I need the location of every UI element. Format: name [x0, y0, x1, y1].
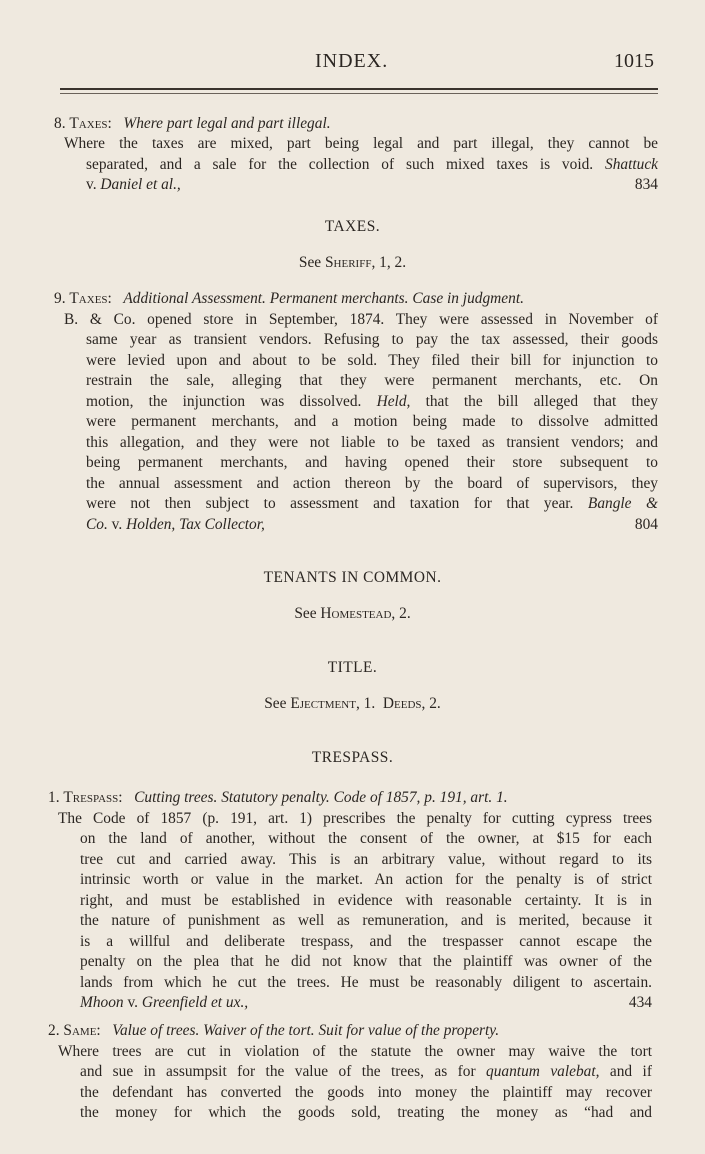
trespass-entry-1-line: intrinsic worth or value in the market. An action for the penalty is of strict — [80, 871, 652, 888]
entry-9-line: were levied upon and about to be sold. They filed their bill for injunction to — [86, 352, 658, 369]
trespass-entry-1-line: is a willful and deliberate trespass, and the trespasser cannot escape the — [80, 933, 652, 950]
section-taxes-heading: TAXES. — [324, 218, 381, 235]
title-cross-reference: See Ejectment, 1. Deeds, 2. — [264, 695, 441, 712]
entry-9-line: motion, the injunction was dissolved. Held, that the bill alleged that they — [86, 393, 658, 410]
entry-9-line: same year as transient vendors. Refusing to pay the tax assessed, their goods — [86, 331, 658, 348]
entry-8-heading: 8. Taxes: Where part legal and part illegal. — [54, 115, 331, 132]
entry-8-page: 834 — [634, 176, 658, 193]
section-tenants-heading: TENANTS IN COMMON. — [263, 569, 442, 586]
trespass-entry-2-line: the money for which the goods sold, treating the money as “had and — [80, 1104, 652, 1121]
entry-9-line: being permanent merchants, and having opened their store subsequent to — [86, 454, 658, 471]
entry-9-heading: 9. Taxes: Additional Assessment. Permanent merchants. Case in judgment. — [54, 290, 524, 307]
trespass-entry-1-line: Mhoon v. Greenfield et ux., 434 — [80, 994, 652, 1011]
trespass-entry-1-line: penalty on the plea that he did not know that the plaintiff was owner of the — [80, 953, 652, 970]
trespass-entry-1-line: The Code of 1857 (p. 191, art. 1) prescribes the penalty for cutting cypress trees — [58, 810, 652, 827]
taxes-cross-reference: See Sheriff, 1, 2. — [298, 254, 407, 271]
trespass-entry-1-line: right, and must be established in evidence with reasonable certainty. It is in — [80, 892, 652, 909]
running-header — [0, 50, 705, 76]
entry-9-line: were not then subject to assessment and taxation for that year. Bangle & — [86, 495, 658, 512]
entry-8-line: v. Daniel et al., 834 — [86, 176, 658, 193]
page-number: 1015 — [614, 50, 654, 72]
entry-9-line: were permanent merchants, and a motion being made to dissolve admitted — [86, 413, 658, 430]
trespass-entry-2-line: the defendant has converted the goods into money the plaintiff may recover — [80, 1084, 652, 1101]
section-title-heading: TITLE. — [327, 659, 378, 676]
trespass-entry-2-heading: 2. Same: Value of trees. Waiver of the tort. Suit for value of the property. — [48, 1022, 500, 1039]
entry-8-line: separated, and a sale for the collection of such mixed taxes is void. Shattuck — [86, 156, 658, 173]
trespass-entry-2-line: and sue in assumpsit for the value of the trees, as for quantum valebat, and if — [80, 1063, 652, 1080]
header-rule-thin — [60, 93, 658, 94]
trespass-entry-1-heading: 1. Trespass: Cutting trees. Statutory penalty. Code of 1857, p. 191, art. 1. — [48, 789, 508, 806]
trespass-entry-1-line: lands from which he cut the trees. He must be reasonably diligent to ascertain. — [80, 974, 652, 991]
entry-9-page: 804 — [634, 516, 658, 533]
entry-9-line: restrain the sale, alleging that they were permanent merchants, etc. On — [86, 372, 658, 389]
entry-8-line: Where the taxes are mixed, part being legal and part illegal, they cannot be — [64, 135, 658, 152]
tenants-cross-reference: See Homestead, 2. — [294, 605, 411, 622]
trespass-entry-2-line: Where trees are cut in violation of the statute the owner may waive the tort — [58, 1043, 652, 1060]
page-title: INDEX. — [315, 50, 389, 72]
entry-9-line: this allegation, and they were not liable to be taxed as transient vendors; and — [86, 434, 658, 451]
entry-9-line: the annual assessment and action thereon by the board of supervisors, they — [86, 475, 658, 492]
trespass-entry-1-page: 434 — [628, 994, 652, 1011]
trespass-entry-1-line: on the land of another, without the consent of the owner, at $15 for each — [80, 830, 652, 847]
trespass-entry-1-line: tree cut and carried away. This is an arbitrary value, without regard to its — [80, 851, 652, 868]
section-trespass-heading: TRESPASS. — [311, 749, 394, 766]
trespass-entry-1-line: the nature of punishment as well as remuneration, and is merited, because it — [80, 912, 652, 929]
entry-9-line: B. & Co. opened store in September, 1874. They were assessed in November of — [64, 311, 658, 328]
header-rule — [60, 88, 658, 90]
entry-9-line: Co. v. Holden, Tax Collector, 804 — [86, 516, 658, 533]
